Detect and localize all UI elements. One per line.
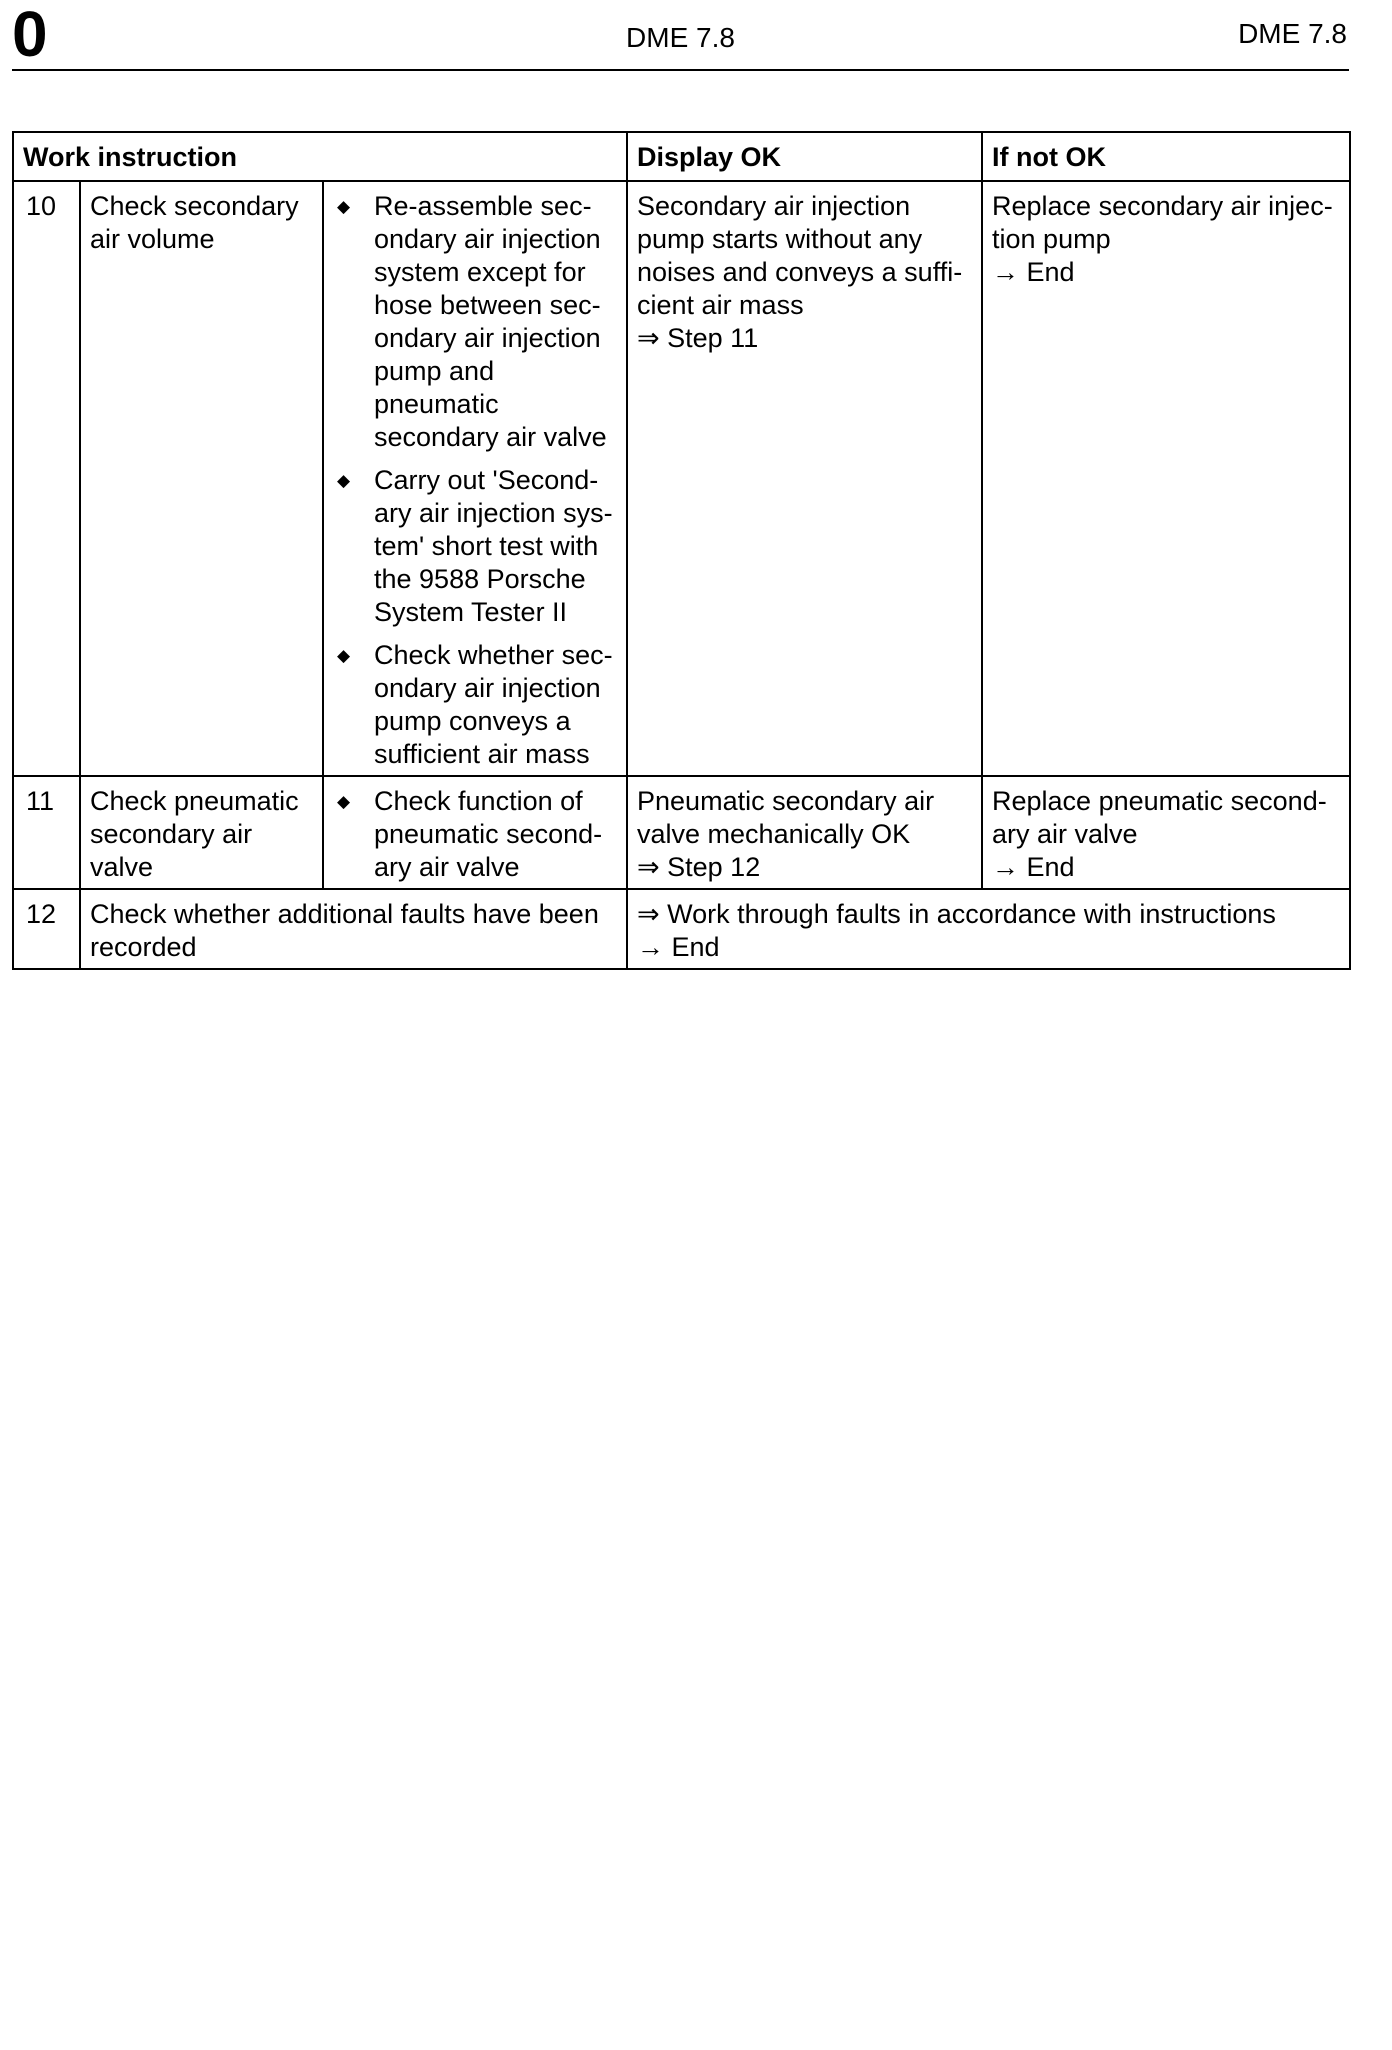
display-ok-text: Pneumatic secondary air valve mechanically OK bbox=[637, 786, 935, 849]
instruction-text: Check whether secondary air injection pump conveys a sufficient air mass bbox=[374, 640, 613, 769]
diamond-bullet-icon: ◆ bbox=[337, 792, 351, 811]
header-work-instruction: Work instruction bbox=[13, 132, 627, 181]
display-ok-next-step: ⇒ Step 11 bbox=[637, 323, 759, 353]
header-display-ok: Display OK bbox=[627, 132, 982, 181]
instruction-item bbox=[333, 190, 617, 454]
page-header bbox=[12, 0, 1349, 71]
step-number: 12 bbox=[13, 889, 80, 969]
table-row bbox=[13, 889, 1350, 969]
if-not-ok-next-step: → End bbox=[992, 852, 1075, 882]
if-not-ok-text: Replace pneumatic secondary air valve bbox=[992, 786, 1327, 849]
instruction-cell bbox=[323, 776, 627, 889]
header-title-right: DME 7.8 bbox=[1238, 18, 1347, 49]
table-row bbox=[13, 776, 1350, 889]
section-number: 0 bbox=[12, 0, 48, 70]
instruction-list bbox=[333, 190, 617, 771]
step-number: 11 bbox=[13, 776, 80, 889]
step-number: 10 bbox=[13, 181, 80, 776]
instruction-item bbox=[333, 785, 617, 884]
header-title-center: DME 7.8 bbox=[626, 22, 735, 53]
check-description: Check pneumatic secondary air valve bbox=[80, 776, 323, 889]
instruction-text: Carry out 'Secondary air injection system' short test with the 9588 Porsche System Tester II bbox=[374, 465, 613, 627]
instruction-text: Check function of pneumatic secondary air valve bbox=[374, 786, 603, 882]
instruction-list bbox=[333, 785, 617, 884]
display-ok-next-step: ⇒ Step 12 bbox=[637, 852, 761, 882]
instruction-item bbox=[333, 639, 617, 771]
display-ok-cell bbox=[627, 181, 982, 776]
diamond-bullet-icon: ◆ bbox=[337, 646, 351, 665]
result-text: ⇒ Work through faults in accordance with instructions bbox=[637, 899, 1276, 929]
result-next-step: → End bbox=[637, 932, 720, 962]
result-cell bbox=[627, 889, 1350, 969]
instruction-item bbox=[333, 464, 617, 629]
display-ok-cell bbox=[627, 776, 982, 889]
display-ok-text: Secondary air injection pump starts without any noises and conveys a sufficient air mass bbox=[637, 191, 963, 320]
check-description: Check whether additional faults have been recorded bbox=[80, 889, 627, 969]
diamond-bullet-icon: ◆ bbox=[337, 471, 351, 490]
table-header-row bbox=[13, 132, 1350, 181]
diamond-bullet-icon: ◆ bbox=[337, 197, 351, 216]
header-if-not-ok: If not OK bbox=[982, 132, 1350, 181]
instruction-text: Re-assemble secondary air injection system except for hose between secondary air injection pump and pneumatic secondary air valve bbox=[374, 191, 607, 452]
if-not-ok-cell bbox=[982, 776, 1350, 889]
if-not-ok-next-step: → End bbox=[992, 257, 1075, 287]
if-not-ok-cell bbox=[982, 181, 1350, 776]
check-description: Check secondary air volume bbox=[80, 181, 323, 776]
instruction-cell bbox=[323, 181, 627, 776]
if-not-ok-text: Replace secondary air injection pump bbox=[992, 191, 1333, 254]
work-instruction-table bbox=[12, 131, 1351, 970]
table-row bbox=[13, 181, 1350, 776]
